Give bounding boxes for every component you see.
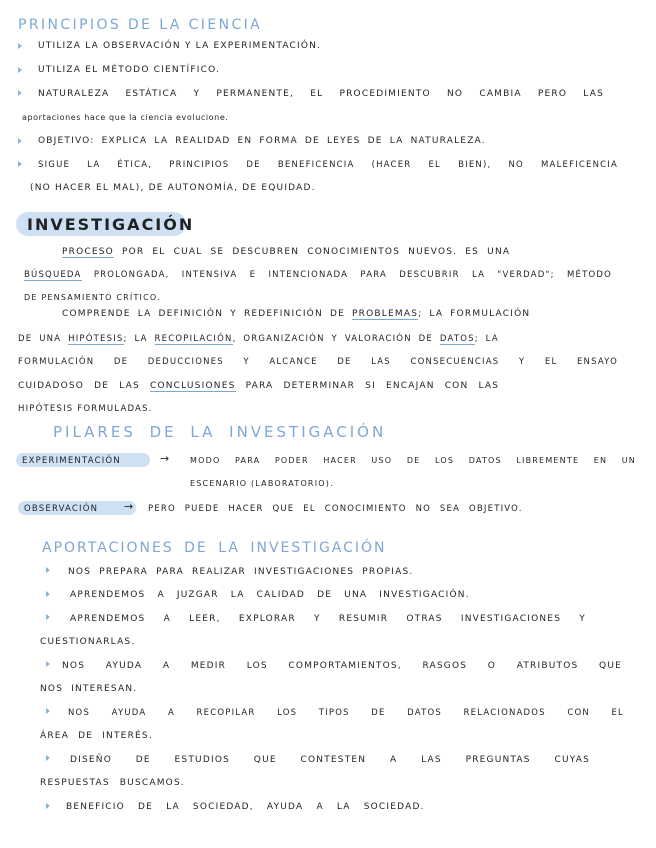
- keyword-busqueda: BÚSQUEDA: [24, 270, 82, 280]
- experimentacion-label: EXPERIMENTACIÓN: [22, 456, 121, 466]
- investigacion-p1-line-2-text: PROLONGADA, INTENSIVA E INTENCIONADA PARA DESCUBRIR LA "VERDAD"; MÉTODO: [93, 270, 612, 280]
- aportaciones-item-4-line-2: NOS INTERESAN.: [40, 684, 138, 694]
- principios-item-3-line-2: aportaciones hace que la ciencia evolucione.: [22, 113, 229, 122]
- keyword-proceso: PROCESO: [62, 247, 114, 257]
- investigacion-title: INVESTIGACIÓN: [27, 215, 195, 234]
- pilares-title: PILARES DE LA INVESTIGACIÓN: [53, 423, 387, 441]
- investigacion-p1-line-2: [24, 269, 612, 281]
- bullet-icon: [46, 803, 50, 809]
- keyword-conclusiones: CONCLUSIONES: [149, 381, 236, 391]
- investigacion-p2-line-1-text-a: COMPRENDE LA DEFINICIÓN Y REDEFINICIÓN DE: [62, 309, 345, 319]
- aportaciones-item-3-line-1: APRENDEMOS A LEER, EXPLORAR Y RESUMIR OTRAS INVESTIGACIONES Y: [70, 614, 586, 624]
- aportaciones-item-1: NOS PREPARA PARA REALIZAR INVESTIGACIONES PROPIAS.: [68, 567, 414, 577]
- investigacion-p2-line-1-text-b: ; LA FORMULACIÓN: [418, 309, 531, 319]
- investigacion-p1-line-3: DE PENSAMIENTO CRÍTICO.: [24, 293, 161, 302]
- bullet-icon: [46, 661, 50, 667]
- observacion-text: PERO PUEDE HACER QUE EL CONOCIMIENTO NO SEA OBJETIVO.: [148, 504, 523, 514]
- principios-item-2: UTILIZA EL MÉTODO CIENTÍFICO.: [38, 65, 221, 75]
- investigacion-p2-line-4-text-a: CUIDADOSO DE LAS: [18, 381, 140, 391]
- investigacion-p2-line-2-text-c: , ORGANIZACIÓN Y VALORACIÓN DE: [232, 334, 433, 344]
- principios-item-4: OBJETIVO: EXPLICA LA REALIDAD EN FORMA DE LEYES DE LA NATURALEZA.: [38, 136, 486, 146]
- bullet-icon: [18, 67, 22, 73]
- investigacion-p2-line-1: [62, 308, 530, 320]
- aportaciones-item-2: APRENDEMOS A JUZGAR LA CALIDAD DE UNA INVESTIGACIÓN.: [70, 590, 470, 600]
- aportaciones-item-6-line-2: RESPUESTAS BUSCAMOS.: [40, 778, 185, 788]
- bullet-icon: [46, 708, 50, 714]
- arrow-right-icon: →: [160, 452, 171, 465]
- keyword-recopilacion: RECOPILACIÓN: [154, 334, 233, 344]
- principios-item-1: UTILIZA LA OBSERVACIÓN Y LA EXPERIMENTACIÓN.: [38, 41, 322, 51]
- bullet-icon: [18, 161, 22, 167]
- principios-item-5-line-2: (NO HACER EL MAL), DE AUTONOMÍA, DE EQUIDAD.: [30, 183, 316, 193]
- investigacion-p2-line-4-text-b: PARA DETERMINAR SI ENCAJAN CON LAS: [245, 381, 500, 391]
- aportaciones-item-5-line-2: ÁREA DE INTERÉS.: [40, 731, 153, 741]
- principios-item-5-line-1: SIGUE LA ÉTICA, PRINCIPIOS DE BENEFICENCIA (HACER EL BIEN), NO MALEFICENCIA: [38, 160, 618, 170]
- bullet-icon: [46, 567, 50, 573]
- experimentacion-line-2: ESCENARIO (LABORATORIO).: [190, 479, 334, 488]
- aportaciones-item-6-line-1: DISEÑO DE ESTUDIOS QUE CONTESTEN A LAS PREGUNTAS CUYAS: [70, 755, 590, 765]
- investigacion-p2-line-5: HIPÓTESIS FORMULADAS.: [18, 404, 153, 414]
- investigacion-p2-line-3: FORMULACIÓN DE DEDUCCIONES Y ALCANCE DE LAS CONSECUENCIAS Y EL ENSAYO: [18, 357, 618, 367]
- investigacion-p2-line-2-text-b: ; LA: [123, 334, 148, 344]
- investigacion-p2-line-2-text-a: DE UNA: [18, 334, 62, 344]
- investigacion-p2-line-2: [18, 333, 499, 345]
- aportaciones-item-5-line-1: NOS AYUDA A RECOPILAR LOS TIPOS DE DATOS RELACIONADOS CON EL: [68, 708, 624, 718]
- aportaciones-item-7: BENEFICIO DE LA SOCIEDAD, AYUDA A LA SOCIEDAD.: [66, 802, 425, 812]
- investigacion-p2-line-2-text-d: ; LA: [474, 334, 499, 344]
- bullet-icon: [18, 90, 22, 96]
- aportaciones-item-4-line-1: NOS AYUDA A MEDIR LOS COMPORTAMIENTOS, RASGOS O ATRIBUTOS QUE: [62, 661, 622, 671]
- keyword-datos: DATOS: [439, 334, 475, 344]
- observacion-label: OBSERVACIÓN: [24, 504, 99, 514]
- principios-title: PRINCIPIOS DE LA CIENCIA: [18, 17, 263, 33]
- keyword-hipotesis: HIPÓTESIS: [68, 334, 124, 344]
- bullet-icon: [18, 138, 22, 144]
- investigacion-p1-line-1: [62, 246, 510, 258]
- investigacion-p1-line-1-text: POR EL CUAL SE DESCUBREN CONOCIMIENTOS NUEVOS. ES UNA: [122, 247, 511, 257]
- experimentacion-line-1: MODO PARA PODER HACER USO DE LOS DATOS LIBREMENTE EN UN: [190, 456, 636, 465]
- arrow-right-icon: →: [124, 500, 135, 513]
- bullet-icon: [46, 591, 50, 597]
- keyword-problemas: PROBLEMAS: [352, 309, 419, 319]
- principios-item-3-line-1: NATURALEZA ESTÁTICA Y PERMANENTE, EL PROCEDIMIENTO NO CAMBIA PERO LAS: [38, 89, 604, 99]
- aportaciones-item-3-line-2: CUESTIONARLAS.: [40, 637, 136, 647]
- bullet-icon: [46, 755, 50, 761]
- investigacion-p2-line-4: [18, 380, 499, 392]
- bullet-icon: [18, 43, 22, 49]
- aportaciones-title: APORTACIONES DE LA INVESTIGACIÓN: [42, 540, 387, 556]
- bullet-icon: [46, 614, 50, 620]
